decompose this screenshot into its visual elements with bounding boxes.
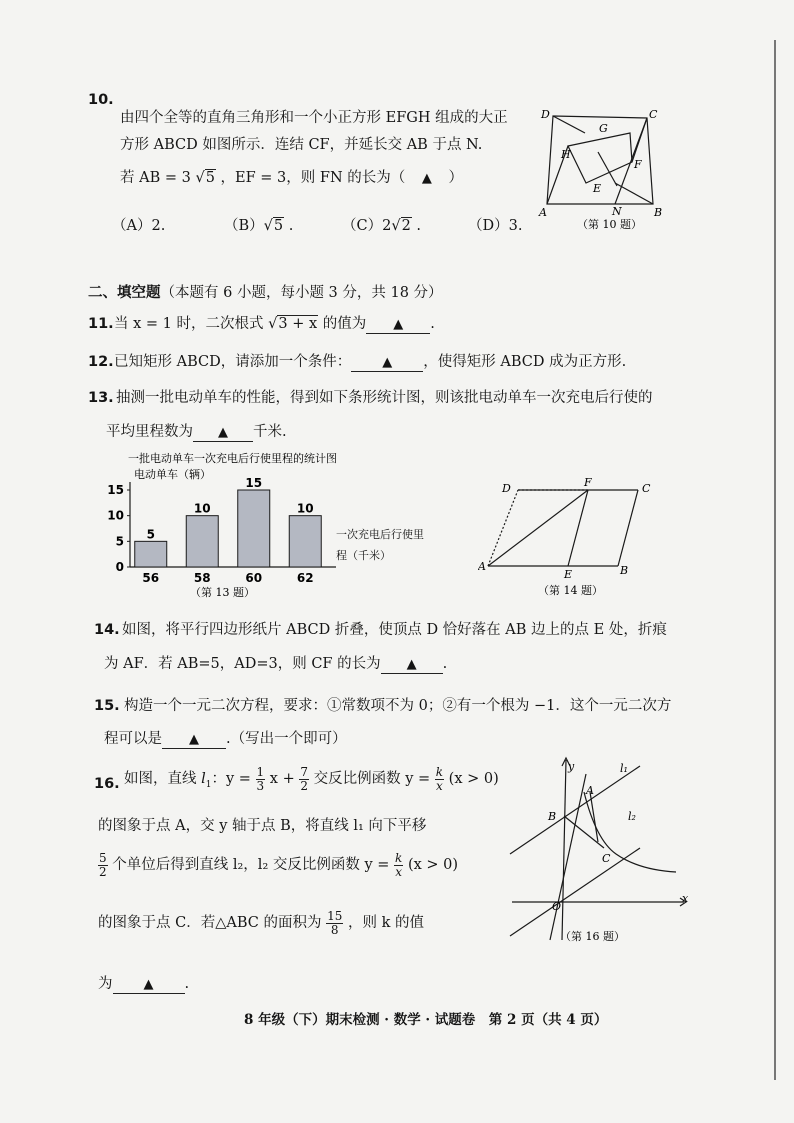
- q16-line1: 如图，直线 $l_1$：y = $\frac{1}{3}$ x + $\frac{7}{2}$ 交反比例函数 y = $\frac{k}{x}$ (x > 0): [124, 765, 499, 793]
- q10-figure: [535, 104, 670, 232]
- chart-data-label: 5: [146, 527, 155, 542]
- chart-y-tick-label: 5: [115, 534, 124, 549]
- q11-text: 当 x = 1 时，二次根式 √3 + x 的值为 ▲ .: [114, 316, 435, 334]
- chart-x-tick-label: 62: [296, 571, 314, 585]
- label-f: F: [584, 476, 592, 489]
- q13-bar-chart: [98, 450, 428, 600]
- label-a: A: [539, 206, 547, 219]
- q10-caption: （第 10 题）: [577, 218, 642, 231]
- q10-line1: 由四个全等的直角三角形和一个小正方形 EFGH 组成的大正: [120, 110, 508, 126]
- q16-line4: 的图象于点 C．若△ABC 的面积为 $\frac{15}{8}$ ，则 k 的值: [98, 909, 424, 937]
- q10-condition-ab: 若 AB = 3: [120, 170, 191, 186]
- label-y: y: [568, 760, 575, 773]
- label-e: E: [593, 182, 602, 195]
- q16-caption: （第 16 题）: [560, 930, 625, 943]
- chart-x-tick-label: 56: [142, 571, 160, 585]
- q16-line5: 为 ▲ .: [98, 976, 189, 994]
- chart-bar-60: [238, 490, 270, 567]
- q10-option-c: （C）2√2 .: [342, 218, 422, 234]
- q16-number: 16.: [94, 776, 120, 792]
- label-l2: l₂: [628, 810, 636, 823]
- q13-line2: 平均里程数为 ▲ 千米.: [106, 424, 287, 442]
- label-b: B: [654, 206, 663, 219]
- q14-caption: （第 14 题）: [538, 584, 603, 597]
- label-b: B: [548, 810, 557, 823]
- q16-line3: $\frac{5}{2}$ 个单位后得到直线 l₂，l₂ 交反比例函数 y = $\frac{k}{x}$ (x > 0): [99, 851, 459, 879]
- label-a: A: [478, 560, 486, 573]
- q13-caption: （第 13 题）: [190, 586, 255, 599]
- q10-option-d: （D）3.: [468, 218, 523, 234]
- q15-line2: 程可以是 ▲ .（写出一个即可）: [104, 731, 347, 749]
- chart-xlabel: 一次充电后行使里程（千米）: [336, 528, 424, 562]
- label-f: F: [634, 158, 642, 171]
- chart-ylabel: 电动单车（辆）: [134, 468, 211, 481]
- chart-bar-56: [135, 541, 167, 567]
- q14-line2: 为 AF．若 AB=5，AD=3，则 CF 的长为 ▲ .: [104, 656, 447, 674]
- q10-condition-ef: ，EF = 3，则 FN 的长为（: [220, 170, 406, 186]
- q14-figure: [478, 474, 668, 598]
- q15-number: 15.: [94, 698, 120, 714]
- label-l1: l₁: [620, 762, 628, 775]
- chart-data-label: 10: [193, 501, 211, 516]
- label-h: H: [561, 148, 571, 161]
- section2-header: [88, 284, 443, 302]
- q16-figure: [504, 752, 700, 950]
- label-a: A: [586, 784, 594, 797]
- label-c: C: [642, 482, 651, 495]
- section2-title: 二、填空题: [88, 284, 161, 301]
- label-o: O: [552, 900, 562, 913]
- q14-line1: 如图，将平行四边形纸片 ABCD 折叠，使顶点 D 恰好落在 AB 边上的点 E 处，折痕: [122, 622, 667, 638]
- q10-number: 10.: [88, 92, 114, 108]
- q13-number: 13.: [88, 390, 114, 406]
- chart-x-tick-label: 60: [245, 571, 263, 585]
- q10-sqrt-value: 5: [205, 170, 215, 186]
- q10-bracket-close: ）: [448, 170, 463, 186]
- q16-line2: 的图象于点 A，交 y 轴于点 B，将直线 l₁ 向下平移: [98, 818, 427, 834]
- chart-y-tick-label: 0: [115, 560, 124, 574]
- chart-title: 一批电动单车一次充电后行使里程的统计图: [128, 452, 337, 465]
- label-e: E: [564, 568, 573, 581]
- q12-text: 已知矩形 ABCD，请添加一个条件： ▲ ，使得矩形 ABCD 成为正方形.: [114, 354, 626, 372]
- q13-line1: 抽测一批电动单车的性能，得到如下条形统计图，则该批电动单车一次充电后行使的: [116, 390, 653, 406]
- q10-line3: 若 AB = 3 √5 ，EF = 3，则 FN 的长为（ ▲ ）: [120, 170, 463, 186]
- chart-x-tick-label: 58: [193, 571, 211, 585]
- chart-data-label: 10: [296, 501, 314, 516]
- chart-bar-62: [289, 516, 321, 567]
- label-c: C: [649, 108, 658, 121]
- label-d: D: [541, 108, 550, 121]
- q10-option-b: （B）√5 .: [224, 218, 294, 234]
- q14-number: 14.: [94, 622, 120, 638]
- scan-edge: [774, 40, 776, 1080]
- page-footer: 8 年级（下）期末检测 · 数学 · 试题卷 第 2 页（共 4 页）: [244, 1012, 608, 1028]
- chart-y-tick-label: 15: [107, 483, 124, 497]
- section2-desc: （本题有 6 小题，每小题 3 分，共 18 分）: [160, 285, 443, 301]
- label-c: C: [602, 852, 611, 865]
- q15-line1: 构造一个一元二次方程，要求：①常数项不为 0；②有一个根为 −1．这个一元二次方: [124, 698, 672, 714]
- label-b: B: [620, 564, 629, 577]
- q11-number: 11.: [88, 316, 114, 332]
- label-n: N: [612, 205, 622, 218]
- chart-y-tick-label: 10: [107, 508, 124, 523]
- q10-line2: 方形 ABCD 如图所示．连结 CF，并延长交 AB 于点 N.: [120, 137, 483, 153]
- q12-number: 12.: [88, 354, 114, 370]
- chart-bar-58: [186, 516, 218, 567]
- label-g: G: [599, 122, 608, 135]
- q10-option-a: （A）2.: [112, 218, 166, 234]
- label-x: x: [682, 892, 689, 905]
- chart-data-label: 15: [245, 476, 263, 490]
- label-d: D: [502, 482, 511, 495]
- answer-mark: ▲: [421, 171, 432, 186]
